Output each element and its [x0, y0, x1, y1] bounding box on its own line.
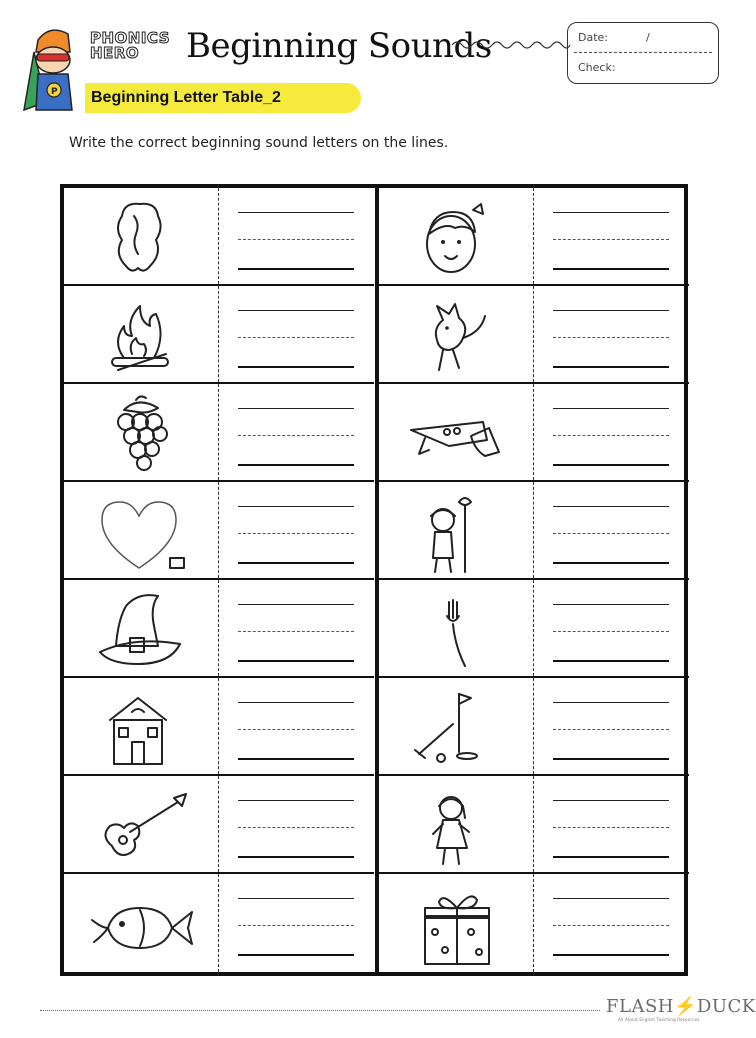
writing-line-mid: [553, 239, 669, 240]
writing-lines[interactable]: [238, 408, 354, 466]
writing-line-mid: [553, 337, 669, 338]
writing-line-bot: [238, 562, 354, 564]
writing-lines[interactable]: [553, 408, 669, 466]
dashed-separator: [533, 776, 534, 872]
writing-lines[interactable]: [553, 310, 669, 368]
footer-dotted-line: [40, 1010, 600, 1011]
left-row-5: [64, 580, 374, 678]
writing-line-bot: [238, 856, 354, 858]
guitar-icon: [74, 782, 204, 868]
left-row-7: [64, 776, 374, 874]
writing-line-top: [553, 506, 669, 507]
fish-icon: [74, 880, 204, 966]
writing-line-bot: [553, 660, 669, 662]
brand-tagline: All About English Teaching Resources: [618, 1017, 700, 1022]
right-row-2: [379, 286, 689, 384]
writing-line-bot: [553, 464, 669, 466]
gift-icon: [389, 880, 519, 966]
hat-icon: [74, 586, 204, 672]
fork-icon: [389, 586, 519, 672]
writing-line-bot: [238, 464, 354, 466]
writing-line-top: [238, 212, 354, 213]
writing-lines[interactable]: [553, 604, 669, 662]
dashed-separator: [218, 286, 219, 382]
writing-line-mid: [553, 435, 669, 436]
boy-face-icon: [389, 194, 519, 280]
writing-line-mid: [553, 925, 669, 926]
writing-line-mid: [238, 631, 354, 632]
fire-icon: [74, 292, 204, 378]
right-row-7: [379, 776, 689, 874]
writing-line-mid: [553, 631, 669, 632]
dashed-separator: [218, 188, 219, 284]
heart-icon: [74, 488, 204, 574]
date-divider: [574, 52, 712, 53]
dashed-separator: [218, 384, 219, 480]
dashed-separator: [533, 286, 534, 382]
fox-icon: [389, 292, 519, 378]
left-row-2: [64, 286, 374, 384]
dashed-separator: [218, 482, 219, 578]
writing-lines[interactable]: [238, 506, 354, 564]
dashed-separator: [533, 482, 534, 578]
page-title: Beginning Sounds: [186, 26, 492, 66]
writing-line-bot: [553, 856, 669, 858]
girl-icon: [389, 782, 519, 868]
left-row-8: [64, 874, 374, 972]
gardener-icon: [389, 488, 519, 574]
writing-line-bot: [553, 562, 669, 564]
hair-icon: [74, 194, 204, 280]
flashduck-logo: FLASH⚡DUCK: [606, 996, 756, 1017]
writing-line-bot: [553, 758, 669, 760]
left-row-6: [64, 678, 374, 776]
writing-line-top: [238, 310, 354, 311]
date-label: Date:: [578, 31, 608, 44]
dashed-separator: [218, 678, 219, 774]
gun-icon: [389, 390, 519, 476]
writing-line-mid: [238, 435, 354, 436]
writing-lines[interactable]: [238, 702, 354, 760]
right-row-6: [379, 678, 689, 776]
writing-line-mid: [553, 729, 669, 730]
writing-line-mid: [238, 239, 354, 240]
writing-lines[interactable]: [238, 800, 354, 858]
wavy-line-decoration: [452, 38, 570, 52]
writing-line-top: [238, 506, 354, 507]
writing-line-top: [238, 604, 354, 605]
writing-lines[interactable]: [553, 898, 669, 956]
left-row-3: [64, 384, 374, 482]
writing-line-mid: [238, 827, 354, 828]
writing-lines[interactable]: [238, 310, 354, 368]
right-row-3: [379, 384, 689, 482]
writing-lines[interactable]: [553, 506, 669, 564]
writing-line-top: [238, 898, 354, 899]
writing-line-top: [238, 702, 354, 703]
left-column: [64, 188, 374, 972]
golf-icon: [389, 684, 519, 770]
writing-line-bot: [238, 366, 354, 368]
writing-line-top: [553, 702, 669, 703]
right-row-1: [379, 188, 689, 286]
dashed-separator: [533, 384, 534, 480]
writing-line-top: [553, 310, 669, 311]
dashed-separator: [533, 678, 534, 774]
writing-line-mid: [553, 533, 669, 534]
house-icon: [74, 684, 204, 770]
writing-line-top: [553, 800, 669, 801]
dashed-separator: [533, 188, 534, 284]
writing-lines[interactable]: [238, 212, 354, 270]
writing-line-bot: [238, 758, 354, 760]
grapes-icon: [74, 390, 204, 476]
writing-line-bot: [553, 366, 669, 368]
writing-line-top: [553, 898, 669, 899]
writing-line-bot: [238, 268, 354, 270]
dashed-separator: [533, 874, 534, 972]
right-column: [379, 188, 689, 972]
worksheet-subtitle: Beginning Letter Table_2: [85, 83, 361, 113]
writing-line-top: [553, 408, 669, 409]
phonics-hero-mascot-icon: [16, 22, 86, 117]
svg-text:P: P: [51, 87, 58, 97]
dashed-separator: [218, 580, 219, 676]
dashed-separator: [533, 580, 534, 676]
writing-line-bot: [238, 954, 354, 956]
check-label: Check:: [578, 61, 616, 74]
writing-line-mid: [238, 729, 354, 730]
date-check-box: [567, 22, 719, 84]
dashed-separator: [218, 874, 219, 972]
right-row-4: [379, 482, 689, 580]
dashed-separator: [218, 776, 219, 872]
writing-lines[interactable]: [553, 800, 669, 858]
writing-line-mid: [553, 827, 669, 828]
writing-lines[interactable]: [238, 898, 354, 956]
writing-lines[interactable]: [553, 702, 669, 760]
writing-line-mid: [238, 533, 354, 534]
writing-lines[interactable]: [553, 212, 669, 270]
phonics-hero-logo: PHONICS HERO: [90, 29, 171, 62]
right-row-5: [379, 580, 689, 678]
writing-line-top: [238, 408, 354, 409]
writing-line-bot: [553, 268, 669, 270]
writing-line-mid: [238, 337, 354, 338]
instruction-text: Write the correct beginning sound letters on the lines.: [69, 135, 449, 151]
worksheet-table: [60, 184, 688, 976]
writing-lines[interactable]: [238, 604, 354, 662]
writing-line-top: [238, 800, 354, 801]
writing-line-bot: [238, 660, 354, 662]
writing-line-mid: [238, 925, 354, 926]
left-row-1: [64, 188, 374, 286]
writing-line-bot: [553, 954, 669, 956]
right-row-8: [379, 874, 689, 972]
writing-line-top: [553, 212, 669, 213]
date-separator: /: [646, 31, 650, 44]
writing-line-top: [553, 604, 669, 605]
left-row-4: [64, 482, 374, 580]
